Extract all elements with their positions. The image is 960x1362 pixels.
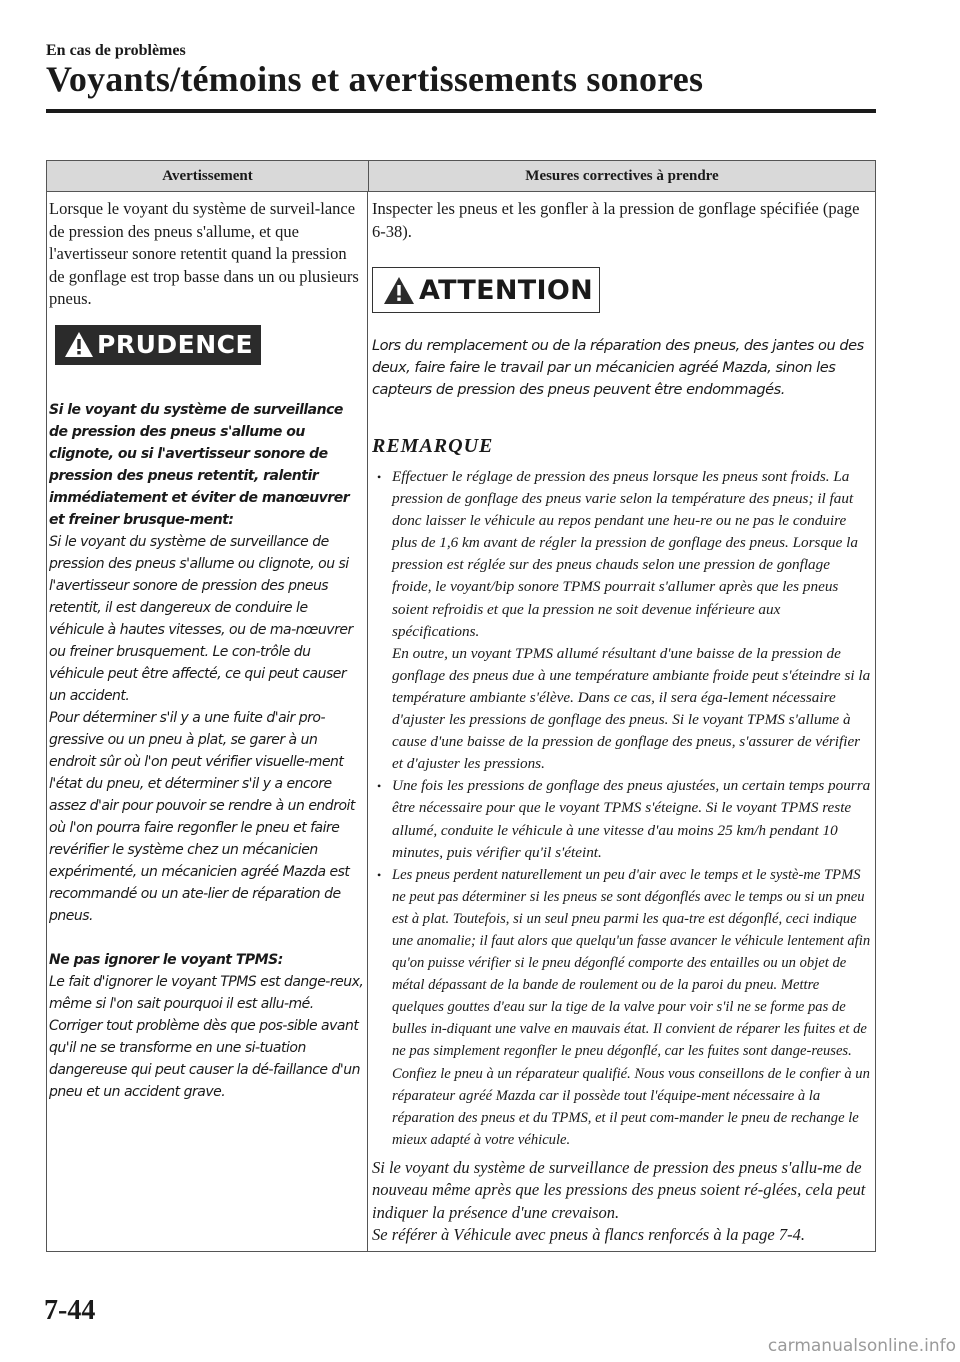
caution-body-3: Le fait d'ignorer le voyant TPMS est dange-reux, même si l'on sait pourquoi il est allu-mé. Corriger tout problème dès que pos-sible avant qu'il ne se transforme en une si-tuation dangereuse qui peut causer la dé-faillance d'un pneu et un accident grave. xyxy=(49,973,364,1100)
caution-title-1: Si le voyant du système de surveillance de pression des pneus s'allume ou clignote, ou si l'avertisseur sonore de pression des pneus retentit, ralentir immédiatement et éviter de manœuvrer et freiner brusque-ment: xyxy=(49,401,350,528)
closing-note: Si le voyant du système de surveillance de pression des pneus s'allu-me de nouveau même après que les pressions des pneus soient ré-glées, cela peut indiquer la présence d'une crevaison. xyxy=(372,1157,866,1222)
warning-triangle-icon xyxy=(61,328,97,362)
column-header-warning: Avertissement xyxy=(47,161,369,191)
closing-reference: Se référer à Véhicule avec pneus à flancs renforcés à la page 7-4. xyxy=(372,1225,805,1245)
warning-table xyxy=(46,160,876,1252)
table-header-row xyxy=(47,161,875,192)
attention-badge xyxy=(372,267,600,313)
caution-title-2: Ne pas ignorer le voyant TPMS: xyxy=(49,951,283,968)
remark-heading: REMARQUE xyxy=(372,435,494,457)
warning-description: Lorsque le voyant du système de surveil-lance de pression des pneus s'allume, et que l'avertisseur sonore retentit quand la pression de gonflage est trop basse dans un ou plusieurs pneus. xyxy=(49,199,359,308)
remark-item xyxy=(372,466,871,775)
title-rule xyxy=(46,109,876,113)
warning-triangle-icon xyxy=(379,272,419,308)
attention-body: Lors du remplacement ou de la réparation des pneus, des jantes ou des deux, faire faire le travail par un mécanicien agréé Mazda, sinon les capteurs de pression des pneus peuvent être endommagés. xyxy=(372,337,864,398)
page-title: Voyants/témoins et avertissements sonores xyxy=(46,59,704,99)
remark-item-continuation: En outre, un voyant TPMS allumé résultant d'une baisse de la pression de gonflage des pneus due à une température ambiante froide peut s'éteindre si la température ambiante s'élève. Dans ce cas, il sera éga-lement nécessaire d'ajuster les pressions de gonflage des pneus. Si le voyant TPMS s'allume à cause d'une baisse de la pression de gonflage des pneus, s'assurer de vérifier et d'ajuster les pressions. xyxy=(392,644,871,773)
attention-label: ATTENTION xyxy=(419,274,594,306)
prudence-badge xyxy=(55,325,261,365)
actions-cell xyxy=(368,192,875,1252)
section-label: En cas de problèmes xyxy=(46,42,186,59)
remark-item: • Une fois les pressions de gonflage des pneus ajustées, un certain temps pourra être nécessaire pour que le voyant TPMS s'éteigne. Si le voyant TPMS reste allumé, conduite le véhicule à une vitesse d'au moins 25 km/h pendant 10 minutes, puis vérifier qu'il s'éteint. xyxy=(372,775,871,863)
page-number: 7-44 xyxy=(44,1295,96,1326)
prudence-label: PRUDENCE xyxy=(97,330,254,359)
caution-body-1: Si le voyant du système de surveillance de pression des pneus s'allume ou clignote, ou si l'avertisseur sonore de pression des pneus retentit, il est dangereux de conduire le véhicule à hautes vitesses, ou de ma-nœuvrer ou freiner brusquement. Le con-trôle du véhicule peut être affecté, ce qui peut causer un accident. xyxy=(49,533,353,704)
caution-body-2: Pour déterminer s'il y a une fuite d'air pro-gressive ou un pneu à plat, se garer à un endroit sûr où l'on peut vérifier visuelle-ment l'état du pneu, et déterminer s'il y a encore assez d'air pour pouvoir se rendre à un endroit où l'on pourra faire regonfler le pneu et faire revérifier le système chez un mécanicien expérimenté, un mécanicien agréé Mazda est recommandé ou un ate-lier de réparation de pneus. xyxy=(49,709,355,924)
warning-cell xyxy=(47,192,368,1252)
remark-item-text: Effectuer le réglage de pression des pneus lorsque les pneus sont froids. La pression de gonflage des pneus varie selon la température des pneus; il faut donc laisser le véhicule au repos pendant une heu-re ou ne pas le conduire plus de 1,6 km avant de régler la pression de gonflage des pneus. Lorsque la pression est réglée sur des pneus chauds selon une pression de gonflage froide, le voyant/bip sonore TPMS pourrait s'allumer après que les pneus soient refroidis et que la pression ne soit devenue inférieure aux spécifications. xyxy=(392,468,858,640)
table-row xyxy=(47,192,875,1252)
action-instruction: Inspecter les pneus et les gonfler à la pression de gonflage spécifiée (page 6-38). xyxy=(372,199,860,241)
remark-item: • Les pneus perdent naturellement un peu d'air avec le temps et le systè-me TPMS ne peut pas déterminer si les pneus se sont dégonflés avec le temps ou si un pneu est à plat. Toutefois, si un seul pneu parmi les qua-tre est dégonflé, ceci indique une anomalie; il faut alors que quelqu'un fasse avancer le véhicule lentement afin qu'on puisse vérifier si le pneu dégonflé comporte des entailles ou un objet de métal dépassant de la bande de roulement ou de la paroi du pneu. Mettre quelques gouttes d'eau sur la tige de la valve pour voir s'il ne se forme pas de bulles in-diquant une valve en mauvais état. Il convient de réparer les fuites et de ne pas simplement regonfler le pneu dégonflé, car les fuites sont dange-reuses. Confiez le pneu à un réparateur qualifié. Nous vous conseillons de le confier à un réparateur agréé Mazda car il possède tout l'équipe-ment nécessaire à la réparation des pneus et du TPMS, et il peut com-mander le pneu de rechange le mieux adapté à votre véhicule. xyxy=(372,864,871,1151)
column-header-actions: Mesures correctives à prendre xyxy=(525,167,719,184)
watermark: carmanualsonline.info xyxy=(767,1336,956,1356)
remark-list xyxy=(372,466,871,1151)
